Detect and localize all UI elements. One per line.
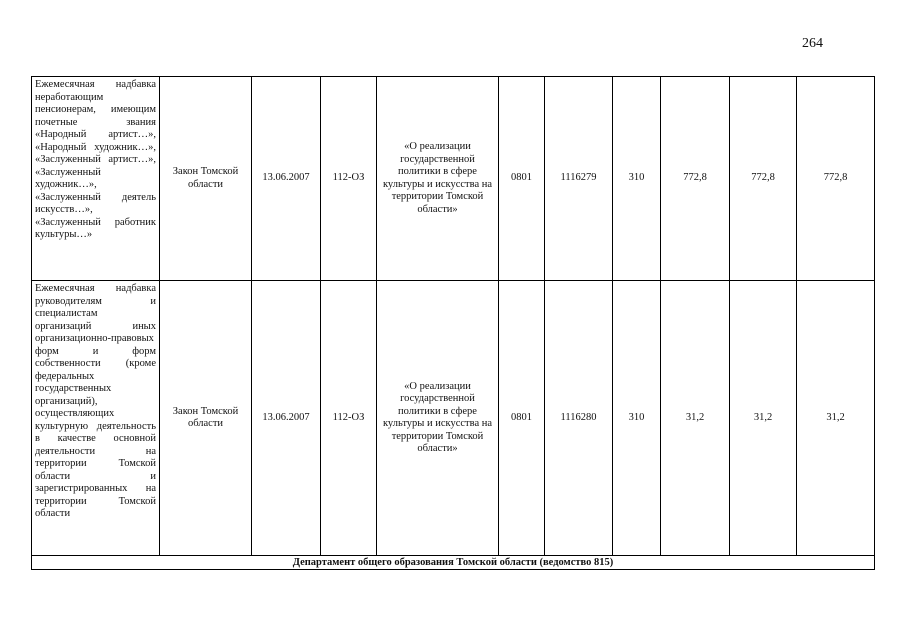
row-target-code: 1116280 — [545, 281, 613, 556]
department-header: Департамент общего образования Томской области (ведомство 815) — [32, 556, 875, 570]
budget-table — [31, 76, 875, 570]
row-section-code: 0801 — [499, 281, 545, 556]
row-expense-type-code: 310 — [613, 281, 661, 556]
row-document-title: «О реализации государственной политики в сфере культуры и искусства на территории Томской области» — [377, 77, 499, 281]
department-header-row — [32, 556, 875, 570]
row-document-date: 13.06.2007 — [252, 281, 321, 556]
page-number: 264 — [802, 36, 823, 51]
row-amount-2: 772,8 — [730, 77, 797, 281]
row-amount-3: 772,8 — [797, 77, 875, 281]
row-description: Ежемесячная надбавка неработающим пенсионерам, имеющим почетные звания «Народный артист…», «Народный художник…», «Заслуженный артист…», «Заслуженный художник…», «Заслуженный деятель искусств…», «Заслуженный работник культуры…» — [32, 77, 160, 281]
row-amount-1: 772,8 — [661, 77, 730, 281]
row-document-number: 112-ОЗ — [321, 281, 377, 556]
row-document-title: «О реализации государственной политики в сфере культуры и искусства на территории Томской области» — [377, 281, 499, 556]
row-document-type: Закон Томской области — [160, 281, 252, 556]
row-section-code: 0801 — [499, 77, 545, 281]
table-row — [32, 281, 875, 556]
row-expense-type-code: 310 — [613, 77, 661, 281]
row-document-date: 13.06.2007 — [252, 77, 321, 281]
row-document-number: 112-ОЗ — [321, 77, 377, 281]
table-row — [32, 77, 875, 281]
row-amount-3: 31,2 — [797, 281, 875, 556]
row-amount-1: 31,2 — [661, 281, 730, 556]
row-description: Ежемесячная надбавка руководителям и специалистам организаций иных организационно-правовых форм и форм собственности (кроме федеральных государственных организаций), осуществляющих культурную деятельность в качестве основной деятельности на территории Томской области и зарегистрированных на территории Томской области — [32, 281, 160, 556]
row-amount-2: 31,2 — [730, 281, 797, 556]
row-document-type: Закон Томской области — [160, 77, 252, 281]
row-target-code: 1116279 — [545, 77, 613, 281]
